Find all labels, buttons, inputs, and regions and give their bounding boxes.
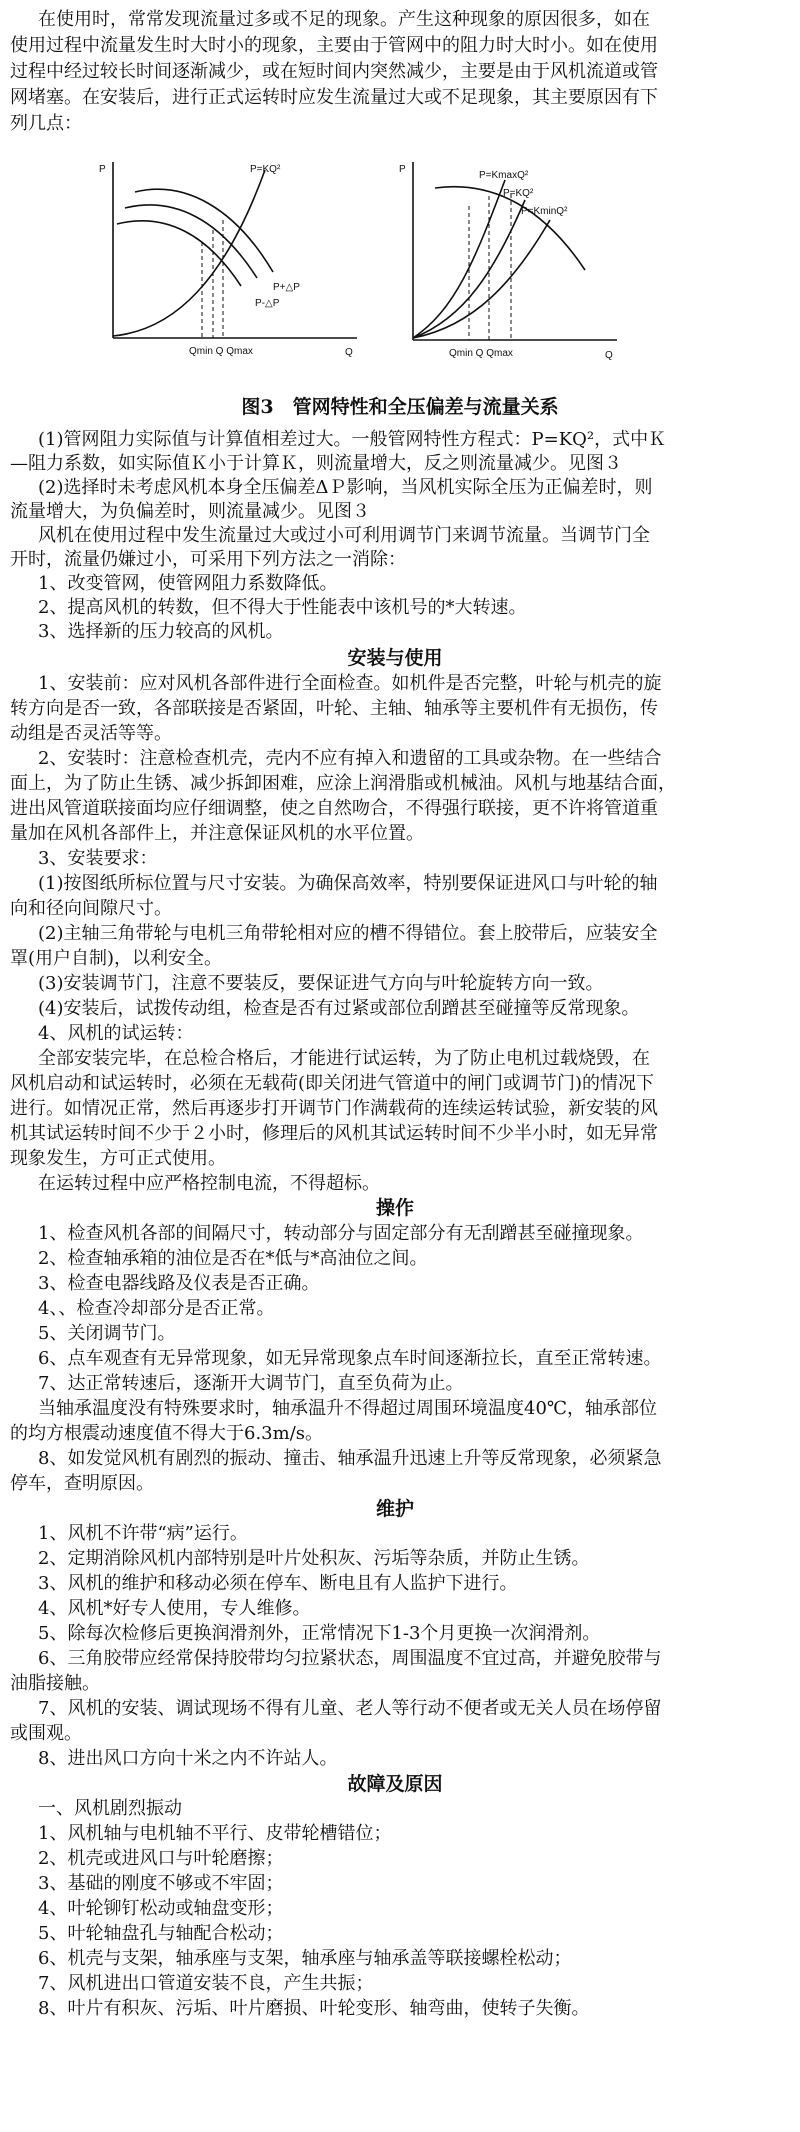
curve-label-minus: P-△P xyxy=(255,298,280,309)
figure-3 xyxy=(0,150,800,380)
x-tick-labels: Qmin Q Qmax xyxy=(449,348,513,359)
intro-line: 过程中经过较长时间逐渐减少，或在短时间内突然减少，主要是由于风机流道或管 xyxy=(10,61,658,82)
section-heading-operation: 操作 xyxy=(375,1197,414,1219)
text-line: 2、机壳或进风口与叶轮磨擦； xyxy=(38,1848,284,1869)
text-line: 4、风机*好专人使用，专人维修。 xyxy=(38,1598,311,1619)
curve-label-top: P=KQ² xyxy=(250,164,281,175)
text-line: 进出风管道联接面均应仔细调整，使之自然吻合，不得强行联接，更不许将管道重 xyxy=(10,798,658,819)
y-axis-label: P xyxy=(399,164,406,175)
intro-line: 网堵塞。在安装后，进行正式运转时应发生流量过大或不足现象，其主要原因有下 xyxy=(10,87,658,108)
text-line: 风机在使用过程中发生流量过大或过小可利用调节门来调节流量。当调节门全 xyxy=(38,525,650,546)
text-line: 3、基础的刚度不够或不牢固； xyxy=(38,1873,284,1894)
text-line: 2、安装时：注意检查机壳，壳内不应有掉入和遗留的工具或杂物。在一些结合 xyxy=(38,748,662,769)
text-line: (1)按图纸所标位置与尺寸安装。为确保高效率，特别要保证进风口与叶轮的轴 xyxy=(38,873,658,894)
text-line: —阻力系数，如实际值Ｋ小于计算Ｋ，则流量增大，反之则流量减少。见图３ xyxy=(10,453,622,474)
text-line: 8、进出风口方向十米之内不许站人。 xyxy=(38,1748,338,1769)
text-line: 一、风机剧烈振动 xyxy=(38,1798,182,1819)
text-line: 4、叶轮铆钉松动或轴盘变形； xyxy=(38,1898,284,1919)
text-line: 3、选择新的压力较高的风机。 xyxy=(38,621,284,642)
text-line: 流量增大，为负偏差时，则流量减少。见图３ xyxy=(10,501,370,522)
y-axis-label: P xyxy=(99,164,106,175)
text-line: 3、检查电器线路及仪表是否正确。 xyxy=(38,1273,320,1294)
text-line: 量加在风机各部件上，并注意保证风机的水平位置。 xyxy=(10,823,424,844)
text-line: 油脂接触。 xyxy=(10,1673,100,1694)
curve-label-max: P=KmaxQ² xyxy=(479,170,529,181)
text-line: 进行。如情况正常，然后再逐步打开调节门作满载荷的连续运转试验，新安装的风 xyxy=(10,1098,658,1119)
text-line: 3、安装要求： xyxy=(38,848,158,869)
fan-curve-minus xyxy=(117,221,241,286)
text-line: 当轴承温度没有特殊要求时，轴承温升不得超过周围环境温度40℃，轴承部位 xyxy=(38,1398,658,1419)
intro-line: 在使用时，常常发现流量过多或不足的现象。产生这种现象的原因很多，如在 xyxy=(38,9,650,30)
figure-left-diagram xyxy=(95,150,365,380)
curve-label-plus: P+△P xyxy=(273,282,300,293)
section-heading-maintenance: 维护 xyxy=(375,1498,414,1520)
text-line: 面上，为了防止生锈、减少拆卸困难，应涂上润滑脂或机械油。风机与地基结合面， xyxy=(10,773,676,794)
text-line: 2、检查轴承箱的油位是否在*低与*高油位之间。 xyxy=(38,1248,428,1269)
text-line: 2、定期消除风机内部特别是叶片处积灰、污垢等杂质，并防止生锈。 xyxy=(38,1548,590,1569)
text-line: 1、检查风机各部的间隔尺寸，转动部分与固定部分有无刮蹭甚至碰撞现象。 xyxy=(38,1223,644,1244)
figure-right-diagram xyxy=(395,150,625,380)
text-line: 6、点车观查有无异常现象，如无异常现象点车时间逐渐拉长，直至正常转速。 xyxy=(38,1348,662,1369)
section-heading-faults: 故障及原因 xyxy=(347,1773,443,1795)
fan-curve xyxy=(435,187,585,270)
text-line: 向和径向间隙尺寸。 xyxy=(10,898,172,919)
text-line: 的均方根震动速度值不得大于6.3m/s。 xyxy=(10,1423,323,1444)
curve-label-min: P=KminQ² xyxy=(521,206,568,217)
intro-line: 使用过程中流量发生时大时小的现象，主要由于管网中的阻力时大时小。如在使用 xyxy=(10,35,658,56)
text-line: 1、改变管网，使管网阻力系数降低。 xyxy=(38,573,338,594)
text-line: 5、关闭调节门。 xyxy=(38,1323,176,1344)
text-line: 5、除每次检修后更换润滑剂外，正常情况下1-3个月更换一次润滑剂。 xyxy=(38,1623,601,1644)
text-line: (2)主轴三角带轮与电机三角带轮相对应的槽不得错位。套上胶带后，应装安全 xyxy=(38,923,658,944)
text-line: (4)安装后，试拨传动组，检查是否有过紧或部位刮蹭甚至碰撞等反常现象。 xyxy=(38,998,640,1019)
curve-label-mid: P=KQ² xyxy=(503,188,534,199)
text-line: 8、如发觉风机有剧烈的振动、撞击、轴承温升迅速上升等反常现象，必须紧急 xyxy=(38,1448,662,1469)
text-line: 现象发生，方可正式使用。 xyxy=(10,1148,226,1169)
text-line: 1、风机不许带“病”运行。 xyxy=(38,1523,248,1544)
text-line: 4、风机的试运转： xyxy=(38,1023,194,1044)
text-line: 全部安装完毕，在总检合格后，才能进行试运转，为了防止电机过载烧毁，在 xyxy=(38,1048,650,1069)
text-line: (1)管网阻力实际值与计算值相差过大。一般管网特性方程式：P=KQ²，式中Ｋ xyxy=(38,429,667,450)
text-line: 或围观。 xyxy=(10,1723,82,1744)
system-curve-max xyxy=(413,180,505,338)
text-line: 1、风机轴与电机轴不平行、皮带轮槽错位； xyxy=(38,1823,392,1844)
text-line: 2、提高风机的转数，但不得大于性能表中该机号的*大转速。 xyxy=(38,597,527,618)
x-axis-label: Q xyxy=(605,350,613,361)
text-line: 动组是否灵活等等。 xyxy=(10,723,172,744)
figure-caption: 图3 管网特性和全压偏差与流量关系 xyxy=(241,396,559,418)
text-line: 5、叶轮轴盘孔与轴配合松动； xyxy=(38,1923,284,1944)
text-line: 1、安装前：应对风机各部件进行全面检查。如机件是否完整，叶轮与机壳的旋 xyxy=(38,673,662,694)
text-line: (3)安装调节门，注意不要装反，要保证进气方向与叶轮旋转方向一致。 xyxy=(38,973,604,994)
text-line: 风机启动和试运转时，必须在无载荷(即关闭进气管道中的闸门或调节门)的情况下 xyxy=(10,1073,655,1094)
text-line: 7、达正常转速后，逐渐开大调节门，直至负荷为止。 xyxy=(38,1373,464,1394)
x-tick-labels: Qmin Q Qmax xyxy=(189,346,253,357)
text-line: (2)选择时未考虑风机本身全压偏差ΔＰ影响，当风机实际全压为正偏差时，则 xyxy=(38,477,653,498)
text-line: 转方向是否一致，各部联接是否紧固，叶轮、主轴、轴承等主要机件有无损伤，传 xyxy=(10,698,658,719)
text-line: 罩(用户自制)，以利安全。 xyxy=(10,948,223,969)
text-line: 3、风机的维护和移动必须在停车、断电且有人监护下进行。 xyxy=(38,1573,518,1594)
fan-curve xyxy=(125,205,257,278)
text-line: 7、风机进出口管道安装不良，产生共振； xyxy=(38,1973,374,1994)
text-line: 机其试运转时间不少于２小时，修理后的风机其试运转时间不少半小时，如无异常 xyxy=(10,1123,658,1144)
text-line: 开时，流量仍嫌过小，可采用下列方法之一消除： xyxy=(10,549,406,570)
text-line: 4、、检查冷却部分是否正常。 xyxy=(38,1298,275,1319)
text-line: 6、三角胶带应经常保持胶带均匀拉紧状态，周围温度不宜过高，并避免胶带与 xyxy=(38,1648,662,1669)
text-line: 8、叶片有积灰、污垢、叶片磨损、叶轮变形、轴弯曲，使转子失衡。 xyxy=(38,1998,590,2019)
intro-line: 列几点： xyxy=(10,113,82,134)
x-axis-label: Q xyxy=(345,347,353,358)
section-heading-install: 安装与使用 xyxy=(347,647,443,669)
text-line: 7、风机的安装、调试现场不得有儿童、老人等行动不便者或无关人员在场停留 xyxy=(38,1698,662,1719)
text-line: 停车，查明原因。 xyxy=(10,1473,154,1494)
text-line: 在运转过程中应严格控制电流，不得超标。 xyxy=(38,1173,380,1194)
text-line: 6、机壳与支架，轴承座与支架，轴承座与轴承盖等联接螺栓松动； xyxy=(38,1948,572,1969)
